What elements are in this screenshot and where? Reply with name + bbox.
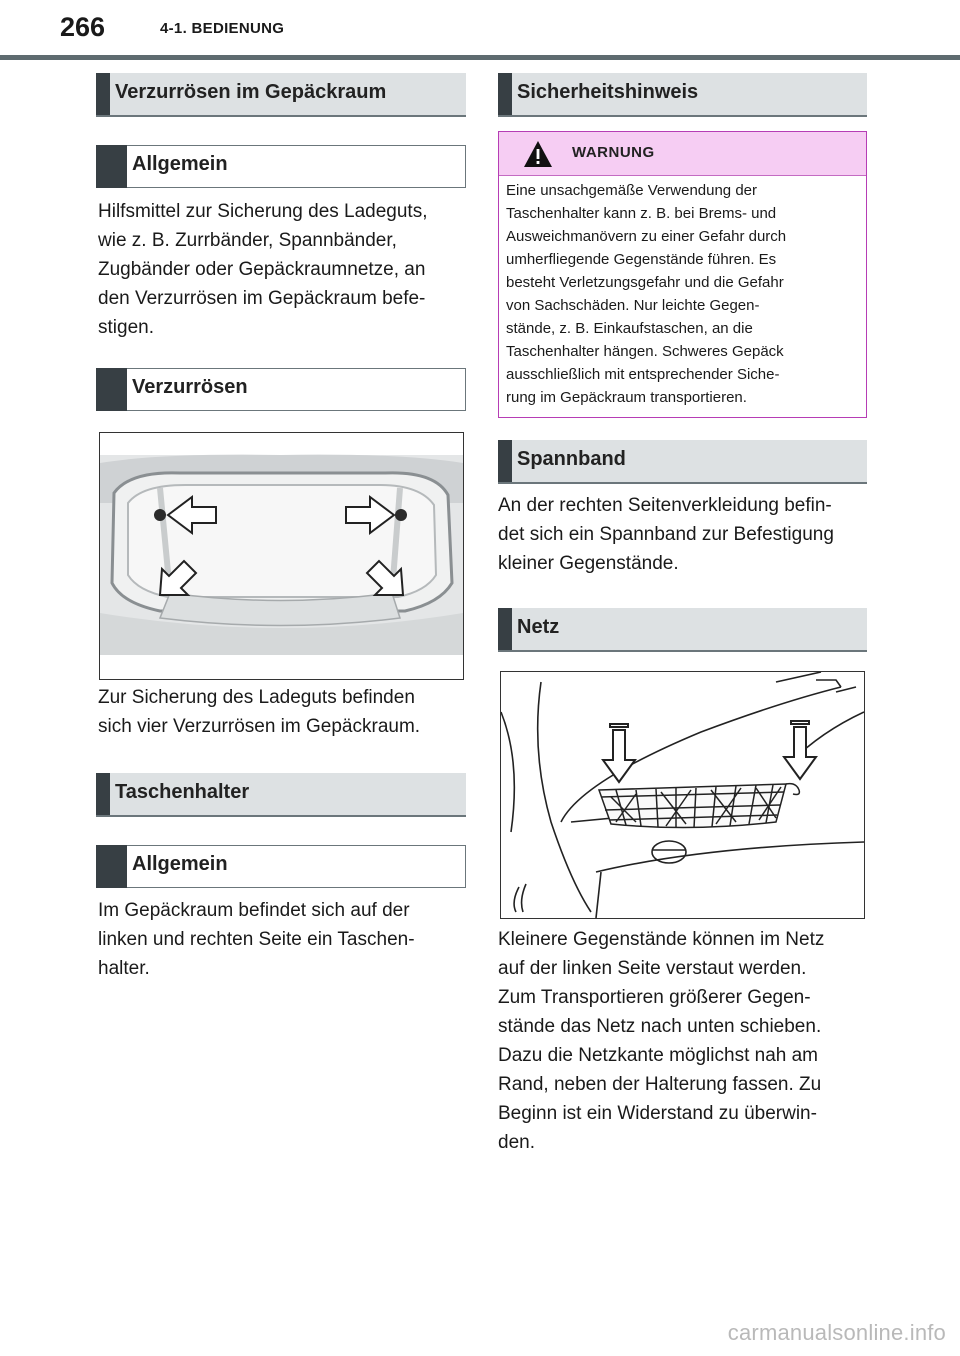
warning-box bbox=[498, 131, 867, 418]
section-heading-sicherheitshinweis bbox=[498, 73, 867, 117]
header-rule bbox=[0, 55, 960, 60]
section-heading-netz bbox=[498, 608, 867, 652]
cargo-net-illustration bbox=[501, 672, 864, 918]
section-heading-spannband bbox=[498, 440, 867, 484]
figure-caption-verzurroesen: Zur Sicherung des Ladeguts befinden sich vier Verzurrösen im Gepäckraum. bbox=[98, 687, 421, 737]
section-heading-text: Spannband bbox=[517, 448, 626, 470]
section-heading-taschenhalter bbox=[96, 773, 466, 817]
chapter-title: 4-1. BEDIENUNG bbox=[160, 20, 285, 37]
subheading-text: Allgemein bbox=[132, 853, 228, 875]
heading-bar bbox=[96, 845, 127, 888]
heading-bar bbox=[498, 440, 512, 482]
warning-header bbox=[499, 132, 866, 176]
watermark: carmanualsonline.info bbox=[727, 1320, 946, 1345]
heading-bar bbox=[498, 73, 512, 115]
section-heading-text: Sicherheitshinweis bbox=[517, 81, 699, 103]
warning-label: WARNUNG bbox=[572, 144, 655, 161]
page-number: 266 bbox=[60, 12, 106, 42]
section-heading-text: Taschenhalter bbox=[115, 781, 250, 803]
heading-bar bbox=[96, 145, 127, 188]
subheading-allgemein-taschenhalter bbox=[96, 845, 466, 888]
trunk-illustration bbox=[100, 433, 463, 679]
heading-bar bbox=[96, 73, 110, 115]
paragraph-allgemein: Hilfsmittel zur Sicherung des Ladeguts, wie z. B. Zurrbänder, Spannbänder, Zugbänder oder Gepäckraumnetze, an den Verzurrösen im Gepäckraum befe- stigen. bbox=[98, 201, 428, 338]
section-heading-text: Verzurrösen im Gepäckraum bbox=[115, 81, 387, 103]
subheading-verzurroesen bbox=[96, 368, 466, 411]
heading-bar bbox=[96, 368, 127, 411]
subheading-text: Verzurrösen bbox=[132, 376, 248, 398]
paragraph-taschenhalter: Im Gepäckraum befindet sich auf der linken und rechten Seite ein Taschen- halter. bbox=[98, 900, 415, 979]
warning-triangle-icon bbox=[523, 140, 553, 168]
figure-trunk-tie-down-rings bbox=[99, 432, 464, 680]
heading-bar bbox=[96, 773, 110, 815]
paragraph-netz: Kleinere Gegenstände können im Netz auf der linken Seite verstaut werden. Zum Transportieren größerer Gegen- stände das Netz nach unten schieben. Dazu die Netzkante möglichst nah am Rand, neben der Halterung fassen. Zu Beginn ist ein Widerstand zu überwin- den. bbox=[498, 929, 825, 1153]
section-heading-verzurroesen-gepaeckraum bbox=[96, 73, 466, 117]
subheading-allgemein bbox=[96, 145, 466, 188]
heading-bar bbox=[498, 608, 512, 650]
warning-text: Eine unsachgemäße Verwendung der Taschenhalter kann z. B. bei Brems- und Ausweichmanövern zu einer Gefahr durch umherfliegende Gegenstände führen. Es besteht Verletzungsgefahr und die Gefahr von Sachschäden. Nur leichte Gegen- stände, z. B. Einkaufstaschen, an die Taschenhalter hängen. Schweres Gepäck ausschließlich mit entsprechender Siche- rung im Gepäckraum transportieren. bbox=[506, 182, 787, 406]
paragraph-spannband: An der rechten Seitenverkleidung befin- det sich ein Spannband zur Befestigung kleiner Gegenstände. bbox=[498, 495, 834, 574]
section-heading-text: Netz bbox=[517, 616, 560, 638]
subheading-text: Allgemein bbox=[132, 153, 228, 175]
figure-cargo-net bbox=[500, 671, 865, 919]
